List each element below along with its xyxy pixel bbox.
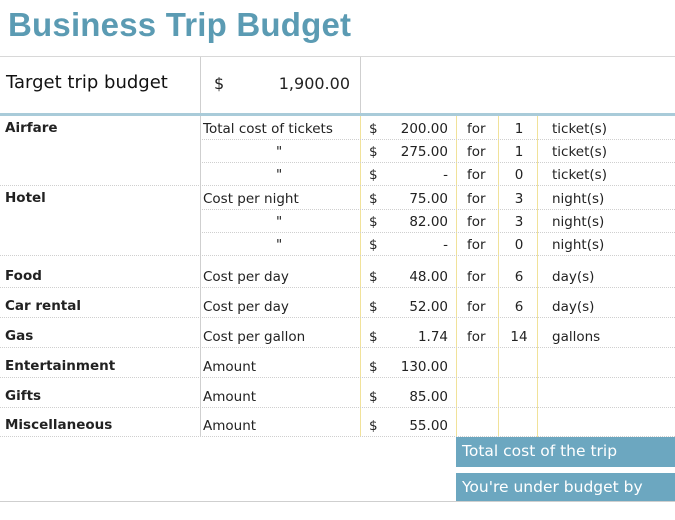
- for-label: for: [467, 214, 486, 230]
- table-row: [0, 295, 675, 318]
- for-label: for: [467, 121, 486, 137]
- currency-symbol: $: [369, 389, 378, 405]
- description-cell: ": [276, 214, 283, 230]
- for-label: for: [467, 191, 486, 207]
- footer-divider: [0, 501, 675, 502]
- column-divider: [200, 57, 201, 113]
- description-cell: Amount: [203, 389, 257, 405]
- row-divider: [0, 185, 675, 186]
- quantity-cell[interactable]: 6: [514, 299, 524, 315]
- table-row: [0, 117, 675, 140]
- amount-cell[interactable]: -: [443, 167, 448, 183]
- amount-cell[interactable]: 55.00: [409, 418, 448, 434]
- currency-symbol: $: [369, 144, 378, 160]
- row-divider: [0, 347, 675, 348]
- quantity-cell[interactable]: 14: [510, 329, 528, 345]
- unit-label: day(s): [552, 269, 595, 285]
- category-label: Entertainment: [5, 358, 116, 374]
- amount-cell[interactable]: 82.00: [409, 214, 448, 230]
- table-row: [0, 163, 675, 186]
- category-label: Food: [5, 268, 42, 284]
- row-divider: [0, 377, 675, 378]
- amount-cell[interactable]: 52.00: [409, 299, 448, 315]
- unit-label: ticket(s): [552, 167, 607, 183]
- unit-label: night(s): [552, 237, 605, 253]
- currency-symbol: $: [369, 299, 378, 315]
- amount-cell[interactable]: 75.00: [409, 191, 448, 207]
- description-cell: Total cost of tickets: [203, 121, 333, 137]
- for-label: for: [467, 167, 486, 183]
- unit-label: ticket(s): [552, 144, 607, 160]
- unit-label: ticket(s): [552, 121, 607, 137]
- accent-divider: [0, 113, 675, 116]
- unit-label: night(s): [552, 191, 605, 207]
- row-divider: [0, 255, 675, 256]
- description-cell: ": [276, 237, 283, 253]
- category-label: Airfare: [5, 120, 58, 136]
- currency-symbol: $: [369, 121, 378, 137]
- description-cell: Cost per night: [203, 191, 299, 207]
- for-label: for: [467, 144, 486, 160]
- table-row: [0, 355, 675, 378]
- category-label: Miscellaneous: [5, 417, 113, 433]
- for-label: for: [467, 269, 486, 285]
- category-label: Car rental: [5, 298, 81, 314]
- for-label: for: [467, 237, 486, 253]
- for-label: for: [467, 329, 486, 345]
- unit-label: night(s): [552, 214, 605, 230]
- currency-symbol: $: [369, 237, 378, 253]
- amount-cell[interactable]: 275.00: [400, 144, 448, 160]
- row-divider: [0, 407, 675, 408]
- table-row: [0, 187, 675, 210]
- quantity-cell[interactable]: 1: [514, 144, 524, 160]
- description-cell: Cost per day: [203, 299, 289, 315]
- quantity-cell[interactable]: 1: [514, 121, 524, 137]
- currency-symbol: $: [369, 191, 378, 207]
- currency-symbol: $: [369, 418, 378, 434]
- target-budget-value[interactable]: 1,900.00: [278, 74, 350, 93]
- category-label: Gifts: [5, 388, 42, 404]
- table-row: [0, 210, 675, 233]
- amount-cell[interactable]: -: [443, 237, 448, 253]
- amount-cell[interactable]: 130.00: [400, 359, 448, 375]
- quantity-cell[interactable]: 0: [514, 237, 524, 253]
- category-label: Gas: [5, 328, 34, 344]
- total-cost-cell: Total cost of the trip: [456, 437, 675, 467]
- target-budget-currency: $: [214, 74, 225, 93]
- quantity-cell[interactable]: 6: [514, 269, 524, 285]
- currency-symbol: $: [369, 214, 378, 230]
- currency-symbol: $: [369, 329, 378, 345]
- for-label: for: [467, 299, 486, 315]
- unit-label: day(s): [552, 299, 595, 315]
- description-cell: Amount: [203, 418, 257, 434]
- amount-cell[interactable]: 85.00: [409, 389, 448, 405]
- quantity-cell[interactable]: 3: [514, 214, 524, 230]
- amount-cell[interactable]: 200.00: [400, 121, 448, 137]
- quantity-cell[interactable]: 3: [514, 191, 524, 207]
- row-divider: [0, 287, 675, 288]
- description-cell: Cost per day: [203, 269, 289, 285]
- page-title: Business Trip Budget: [8, 6, 352, 43]
- amount-cell[interactable]: 1.74: [417, 329, 448, 345]
- description-cell: ": [276, 167, 283, 183]
- description-cell: Amount: [203, 359, 257, 375]
- row-divider: [0, 317, 675, 318]
- table-row: [0, 414, 675, 437]
- column-divider: [360, 57, 361, 113]
- currency-symbol: $: [369, 269, 378, 285]
- under-budget-cell: You're under budget by: [456, 471, 675, 501]
- amount-cell[interactable]: 48.00: [409, 269, 448, 285]
- table-row: [0, 233, 675, 256]
- table-row: [0, 265, 675, 288]
- table-row: [0, 385, 675, 408]
- target-budget-label: Target trip budget: [6, 72, 168, 93]
- currency-symbol: $: [369, 359, 378, 375]
- header-divider: [0, 56, 675, 57]
- unit-label: gallons: [552, 329, 601, 345]
- currency-symbol: $: [369, 167, 378, 183]
- description-cell: ": [276, 144, 283, 160]
- description-cell: Cost per gallon: [203, 329, 306, 345]
- quantity-cell[interactable]: 0: [514, 167, 524, 183]
- category-label: Hotel: [5, 190, 46, 206]
- table-row: [0, 325, 675, 348]
- table-row: [0, 140, 675, 163]
